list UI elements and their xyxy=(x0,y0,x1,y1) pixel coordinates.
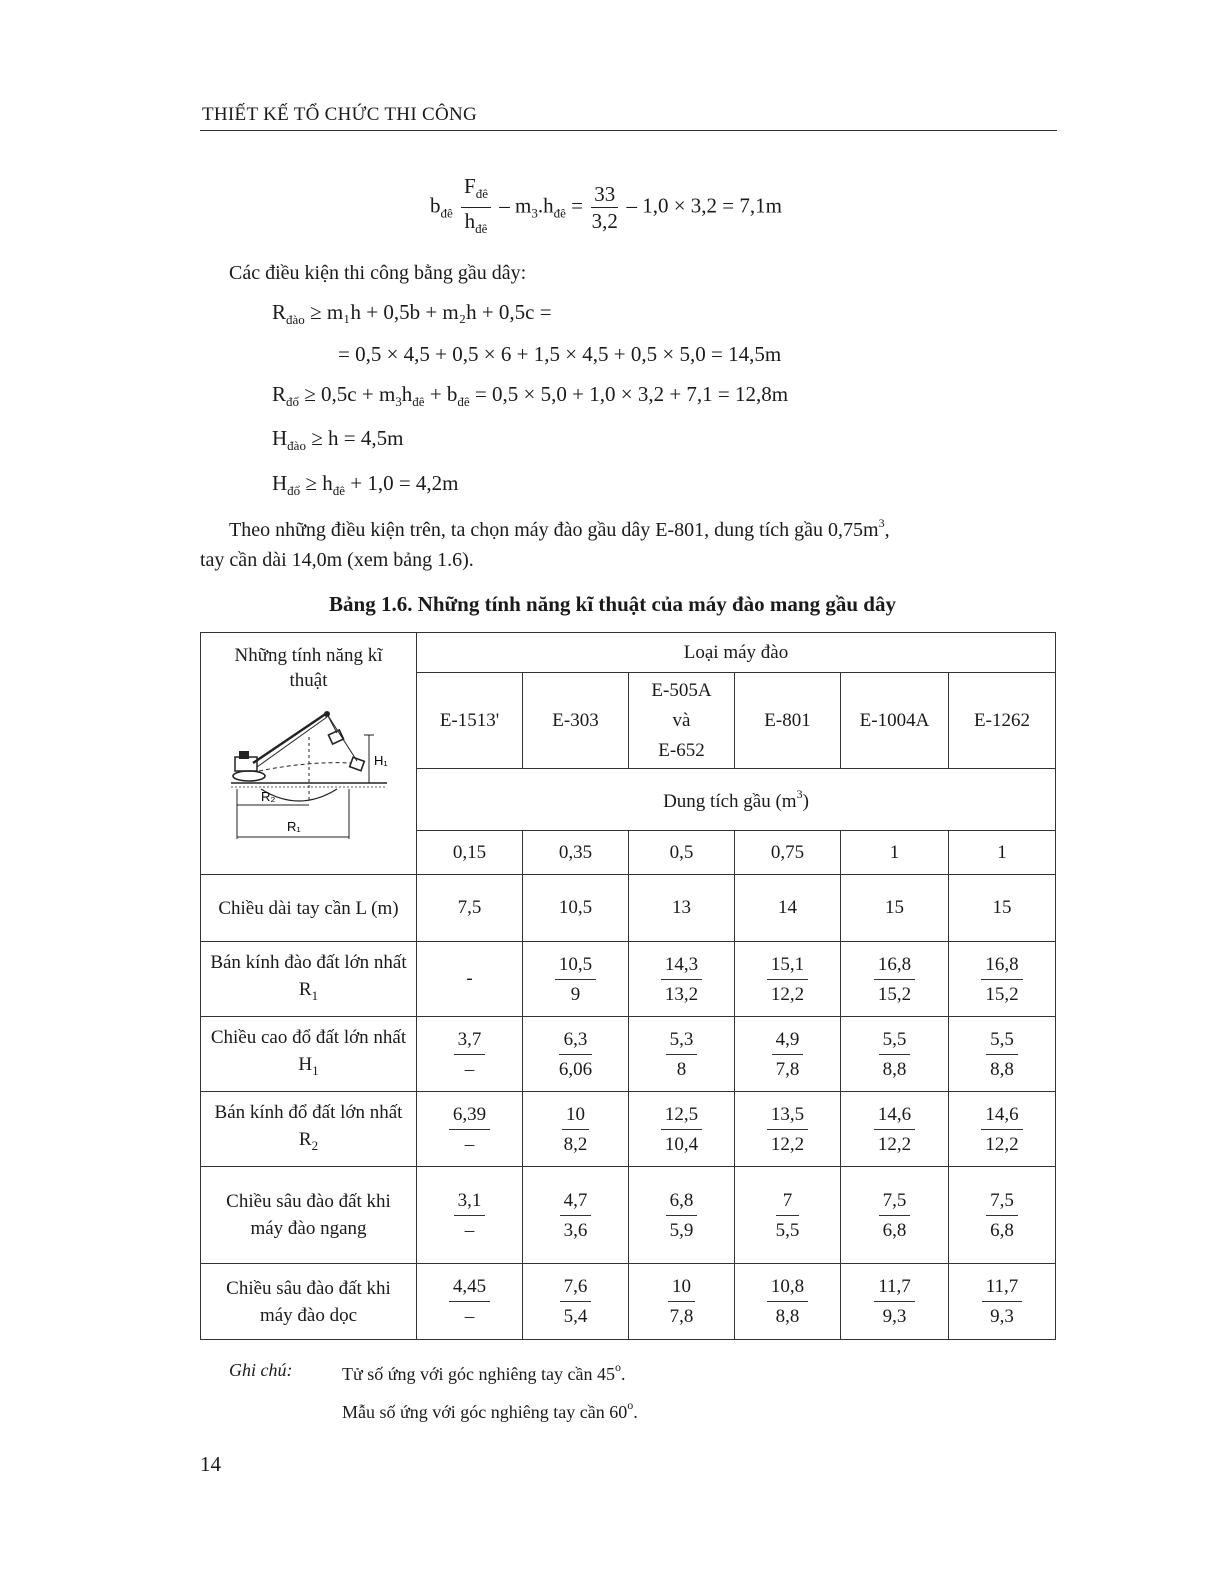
denominator: – xyxy=(464,1306,475,1327)
h1-label: H₁ xyxy=(373,753,388,768)
numerator: 5,5 xyxy=(879,1025,911,1055)
numerator: 7,5 xyxy=(879,1186,911,1216)
denominator: 5,4 xyxy=(563,1306,588,1327)
numerator: 14,6 xyxy=(874,1100,915,1130)
value-cell xyxy=(841,1167,949,1264)
boom-cell: 13 xyxy=(629,875,735,942)
value-fraction xyxy=(874,1272,915,1331)
data-row xyxy=(201,1092,1056,1167)
boom-lower xyxy=(257,717,327,767)
b-sub: đê xyxy=(440,205,453,221)
numerator: 15,1 xyxy=(767,950,808,980)
r2-label: R₂ xyxy=(260,789,275,804)
boom-row xyxy=(201,875,1056,942)
h-sub: đê xyxy=(475,221,488,236)
b-symbol: b xyxy=(430,193,441,218)
bucket-lower xyxy=(349,757,364,771)
value-fraction xyxy=(874,1100,915,1159)
h-dao-line xyxy=(272,426,403,454)
value-cell xyxy=(523,942,629,1017)
group-header: Loại máy đào xyxy=(417,633,1056,673)
denominator: 15,2 xyxy=(877,983,912,1005)
value-cell xyxy=(629,1264,735,1340)
hdo-sub: đổ xyxy=(287,483,301,498)
conclusion-line1 xyxy=(229,516,890,542)
boom-cell: 15 xyxy=(841,875,949,942)
value-fraction xyxy=(666,1186,698,1245)
r-sym: R xyxy=(272,300,287,324)
value-cell: - xyxy=(417,942,523,1017)
model-cell: E-303 xyxy=(523,673,629,769)
denominator: 9 xyxy=(570,983,581,1005)
boom-cell: 14 xyxy=(735,875,841,942)
denominator: 8,8 xyxy=(775,1306,800,1327)
value-fraction xyxy=(562,1100,589,1159)
denominator: – xyxy=(464,1219,475,1241)
denominator: – xyxy=(464,1058,475,1080)
rdo-sub: đổ xyxy=(286,394,300,409)
row-label xyxy=(201,1017,417,1092)
note2-end: . xyxy=(633,1402,638,1422)
value-cell xyxy=(523,1092,629,1167)
row-label-sub: 1 xyxy=(311,988,319,1003)
model-cell-e505a xyxy=(629,673,735,769)
numerator: 5,5 xyxy=(986,1025,1018,1055)
hdo-a-sub: đê xyxy=(332,483,345,498)
capacity-cell: 0,5 xyxy=(629,831,735,875)
r-sub: đào xyxy=(286,312,305,327)
numerator: 3,7 xyxy=(454,1025,486,1055)
f-sub: đê xyxy=(475,186,488,201)
numerator: 11,7 xyxy=(982,1272,1023,1302)
value-fraction xyxy=(986,1186,1018,1245)
model-and: và xyxy=(672,709,691,731)
value-cell xyxy=(417,1092,523,1167)
value-cell xyxy=(629,1092,735,1167)
conclusion-text: Theo những điều kiện trên, ta chọn máy đào gầu dây E-801, dung tích gầu 0,75m xyxy=(229,519,879,541)
value-cell xyxy=(735,1167,841,1264)
value-fraction xyxy=(661,1100,702,1159)
rdo-c-sub: đê xyxy=(457,394,470,409)
numerator: 7,5 xyxy=(986,1186,1018,1216)
row-label-text: Chiều sâu đào đất khi máy đào dọc xyxy=(226,1277,391,1326)
row-label-sub: 1 xyxy=(312,1063,319,1078)
row-label xyxy=(201,1264,417,1340)
row-label-text: Chiều cao đổ đất lớn nhất H xyxy=(210,1027,407,1075)
capacity-header xyxy=(417,769,1056,831)
boom-cell: 7,5 xyxy=(417,875,523,942)
capacity-cell: 0,75 xyxy=(735,831,841,875)
hdo-a: ≥ h xyxy=(305,471,333,495)
fraction-f-h xyxy=(461,173,491,242)
value-cell xyxy=(735,1017,841,1092)
rdo-a: ≥ 0,5c + m xyxy=(304,382,396,406)
value-fraction xyxy=(449,1100,490,1159)
value-cell xyxy=(629,1017,735,1092)
r-dao-text: ≥ m₁h + 0,5b + m₂h + 0,5c = xyxy=(310,300,552,324)
running-header: THIẾT KẾ TỔ CHỨC THI CÔNG xyxy=(202,104,478,125)
numerator: 10 xyxy=(668,1272,695,1302)
value-fraction xyxy=(879,1186,911,1245)
note2-sup: o xyxy=(627,1398,634,1412)
value-cell xyxy=(949,1264,1056,1340)
fraction-33 xyxy=(591,181,618,234)
capacity-cell: 1 xyxy=(841,831,949,875)
page-number: 14 xyxy=(200,1452,221,1476)
header-rule xyxy=(200,130,1057,131)
denominator: 6,8 xyxy=(882,1219,907,1241)
f-sym: F xyxy=(464,174,476,198)
numerator: 5,3 xyxy=(666,1025,698,1055)
table-caption: Bảng 1.6. Những tính năng kĩ thuật của máy đào mang gầu dây xyxy=(329,592,896,616)
numerator: 7,6 xyxy=(560,1272,592,1302)
denominator: 13,2 xyxy=(664,983,699,1005)
value-fraction xyxy=(560,1186,592,1245)
note1-end: . xyxy=(620,1364,626,1384)
numerator: 10,8 xyxy=(767,1272,808,1302)
hdo-b: + 1,0 = 4,2m xyxy=(350,471,459,495)
value-cell xyxy=(523,1264,629,1340)
cab-top xyxy=(239,751,249,759)
denominator: 7,8 xyxy=(775,1058,800,1080)
rdo-b-sub: đê xyxy=(412,394,425,409)
capacity-cell: 0,15 xyxy=(417,831,523,875)
drag-rope xyxy=(259,763,351,771)
row-label xyxy=(201,1092,417,1167)
value-cell xyxy=(417,1017,523,1092)
value-fraction xyxy=(982,1272,1023,1331)
value-fraction xyxy=(661,950,702,1009)
h-do-line xyxy=(272,471,459,499)
data-row xyxy=(201,1264,1056,1340)
denominator: 12,2 xyxy=(770,983,805,1005)
numerator: 11,7 xyxy=(874,1272,915,1302)
conclusion-comma: , xyxy=(884,519,890,541)
numerator: 3,1 xyxy=(454,1186,486,1216)
value-cell xyxy=(735,1092,841,1167)
numerator: 4,45 xyxy=(449,1272,490,1302)
corner-cell xyxy=(201,633,417,875)
h-term: .h xyxy=(537,193,554,218)
model-e652: E-652 xyxy=(658,739,705,761)
value-cell xyxy=(841,1017,949,1092)
capacity-sup: 3 xyxy=(796,786,803,801)
value-cell xyxy=(523,1017,629,1092)
value-fraction xyxy=(879,1025,911,1084)
hdo-sym: H xyxy=(272,471,288,495)
note-label: Ghi chú: xyxy=(229,1360,293,1380)
r1-label: R₁ xyxy=(286,819,301,834)
rdo-sym: R xyxy=(272,382,287,406)
denominator: 8,2 xyxy=(563,1133,588,1155)
numerator: 6,39 xyxy=(449,1100,490,1130)
hdao-text: ≥ h = 4,5m xyxy=(311,426,404,450)
conclusion-sup: 3 xyxy=(878,516,885,530)
numerator: 16,8 xyxy=(981,950,1022,980)
value-fraction xyxy=(981,950,1022,1009)
rdo-d: = 0,5 × 5,0 + 1,0 × 3,2 + 7,1 = 12,8m xyxy=(474,382,789,406)
row-label-text: Chiều sâu đào đất khi máy đào ngang xyxy=(226,1191,391,1239)
numerator: 4,7 xyxy=(560,1186,592,1216)
value-fraction xyxy=(767,1100,808,1159)
capacity-text: Dung tích gầu (m xyxy=(663,790,797,812)
data-row xyxy=(201,1017,1056,1092)
frac33-den: 3,2 xyxy=(591,209,618,233)
value-cell xyxy=(949,1092,1056,1167)
conditions-intro: Các điều kiện thi công bằng gầu dây: xyxy=(229,262,527,284)
value-fraction xyxy=(666,1025,698,1084)
numerator: 14,3 xyxy=(661,950,702,980)
denominator: – xyxy=(464,1133,475,1155)
numerator: 10,5 xyxy=(555,950,596,980)
boom-cell: 15 xyxy=(949,875,1056,942)
numerator: 16,8 xyxy=(874,950,915,980)
hdao-sym: H xyxy=(272,426,288,450)
value-fraction xyxy=(986,1025,1018,1084)
boom xyxy=(253,713,327,763)
numerator: 12,5 xyxy=(661,1100,702,1130)
denominator: 10,4 xyxy=(664,1133,699,1155)
rdo-a-sub: 3 xyxy=(395,394,402,409)
value-cell xyxy=(735,1264,841,1340)
row-label xyxy=(201,942,417,1017)
note1-sup: o xyxy=(614,1360,621,1374)
frac-num xyxy=(461,173,491,208)
value-cell xyxy=(841,1264,949,1340)
numerator: 4,9 xyxy=(772,1025,804,1055)
row-label xyxy=(201,1167,417,1264)
m3-term: – m xyxy=(499,193,532,218)
row-label-text: Bán kính đổ đất lớn nhất R xyxy=(214,1102,403,1150)
numerator: 6,8 xyxy=(666,1186,698,1216)
m3-sub: 3 xyxy=(531,205,538,221)
value-cell xyxy=(417,1264,523,1340)
value-fraction xyxy=(454,1025,486,1084)
numerator: 10 xyxy=(562,1100,589,1130)
denominator: 8,8 xyxy=(882,1058,907,1080)
numerator: 14,6 xyxy=(981,1100,1022,1130)
capacity-close: ) xyxy=(802,790,809,812)
model-cell: E-1004A xyxy=(841,673,949,769)
value-fraction xyxy=(776,1186,800,1245)
note1-text: Tử số ứng với góc nghiêng tay cần 45 xyxy=(342,1364,615,1384)
value-fraction xyxy=(560,1272,592,1331)
frac33-num: 33 xyxy=(591,181,618,208)
value-cell xyxy=(629,942,735,1017)
rdo-b: h xyxy=(401,382,413,406)
numerator: 7 xyxy=(776,1186,800,1216)
r-dao-line1 xyxy=(272,300,552,328)
row-label: Chiều dài tay cần L (m) xyxy=(201,875,417,942)
denominator: 9,3 xyxy=(990,1306,1014,1327)
model-e505a: E-505A xyxy=(651,679,712,701)
value-cell xyxy=(523,1167,629,1264)
capacity-cell: 0,35 xyxy=(523,831,629,875)
data-row xyxy=(201,942,1056,1017)
value-cell xyxy=(629,1167,735,1264)
capacity-cell: 1 xyxy=(949,831,1056,875)
value-fraction xyxy=(449,1272,490,1331)
value-cell xyxy=(735,942,841,1017)
value-cell xyxy=(841,942,949,1017)
value-fraction xyxy=(874,950,915,1009)
note-line1 xyxy=(342,1360,625,1385)
value-cell xyxy=(949,1167,1056,1264)
r-dao-line2: = 0,5 × 4,5 + 0,5 × 6 + 1,5 × 4,5 + 0,5 × 5,0 = 14,5m xyxy=(338,342,782,366)
hdao-sub: đào xyxy=(287,438,306,453)
denominator: 12,2 xyxy=(770,1133,805,1155)
conclusion-line2: tay cần dài 14,0m (xem bảng 1.6). xyxy=(200,549,474,571)
numerator: 6,3 xyxy=(559,1025,592,1055)
value-cell xyxy=(949,1017,1056,1092)
denominator: 8 xyxy=(676,1058,687,1080)
value-fraction xyxy=(981,1100,1022,1159)
denominator: 6,8 xyxy=(990,1219,1014,1241)
denominator: 5,9 xyxy=(669,1219,694,1241)
note2-text: Mẫu số ứng với góc nghiêng tay cần 60 xyxy=(342,1402,628,1422)
denominator: 5,5 xyxy=(775,1219,800,1241)
value-fraction xyxy=(767,950,808,1009)
denominator: 8,8 xyxy=(990,1058,1014,1080)
denominator: 9,3 xyxy=(882,1306,907,1327)
formula-b xyxy=(430,173,782,242)
value-cell xyxy=(417,1167,523,1264)
data-row xyxy=(201,1167,1056,1264)
corner-label: Những tính năng kĩ thuật xyxy=(234,645,383,691)
row-label-sub: 2 xyxy=(311,1138,319,1153)
track xyxy=(233,771,265,781)
value-fraction xyxy=(555,950,596,1009)
denominator: 7,8 xyxy=(669,1306,694,1327)
table-header-row xyxy=(201,633,1056,673)
denominator: 12,2 xyxy=(877,1133,912,1155)
model-cell: E-801 xyxy=(735,673,841,769)
rdo-c: + b xyxy=(429,382,458,406)
value-cell xyxy=(841,1092,949,1167)
value-cell xyxy=(949,942,1056,1017)
frac-den xyxy=(461,208,491,242)
value-fraction xyxy=(767,1272,808,1331)
equals: = xyxy=(571,193,583,218)
numerator: 13,5 xyxy=(767,1100,808,1130)
value-fraction xyxy=(559,1025,592,1084)
model-cell: E-1262 xyxy=(949,673,1056,769)
boom-cell: 10,5 xyxy=(523,875,629,942)
denominator: 3,6 xyxy=(563,1219,588,1241)
h-term-sub: đê xyxy=(553,205,566,221)
denominator: 15,2 xyxy=(985,983,1019,1005)
spec-table xyxy=(200,632,1056,1340)
formula-rest: – 1,0 × 3,2 = 7,1m xyxy=(626,193,782,218)
h-sym: h xyxy=(464,209,476,233)
denominator: 6,06 xyxy=(558,1058,593,1080)
value-fraction xyxy=(454,1186,486,1245)
value-fraction xyxy=(668,1272,695,1331)
model-cell: E-1513' xyxy=(417,673,523,769)
note-line2 xyxy=(342,1398,638,1423)
value-fraction xyxy=(772,1025,804,1084)
excavator-diagram xyxy=(209,701,409,841)
denominator: 12,2 xyxy=(985,1133,1019,1155)
row-label-text: Bán kính đào đất lớn nhất R xyxy=(210,952,407,1000)
r-do-line xyxy=(272,382,788,410)
